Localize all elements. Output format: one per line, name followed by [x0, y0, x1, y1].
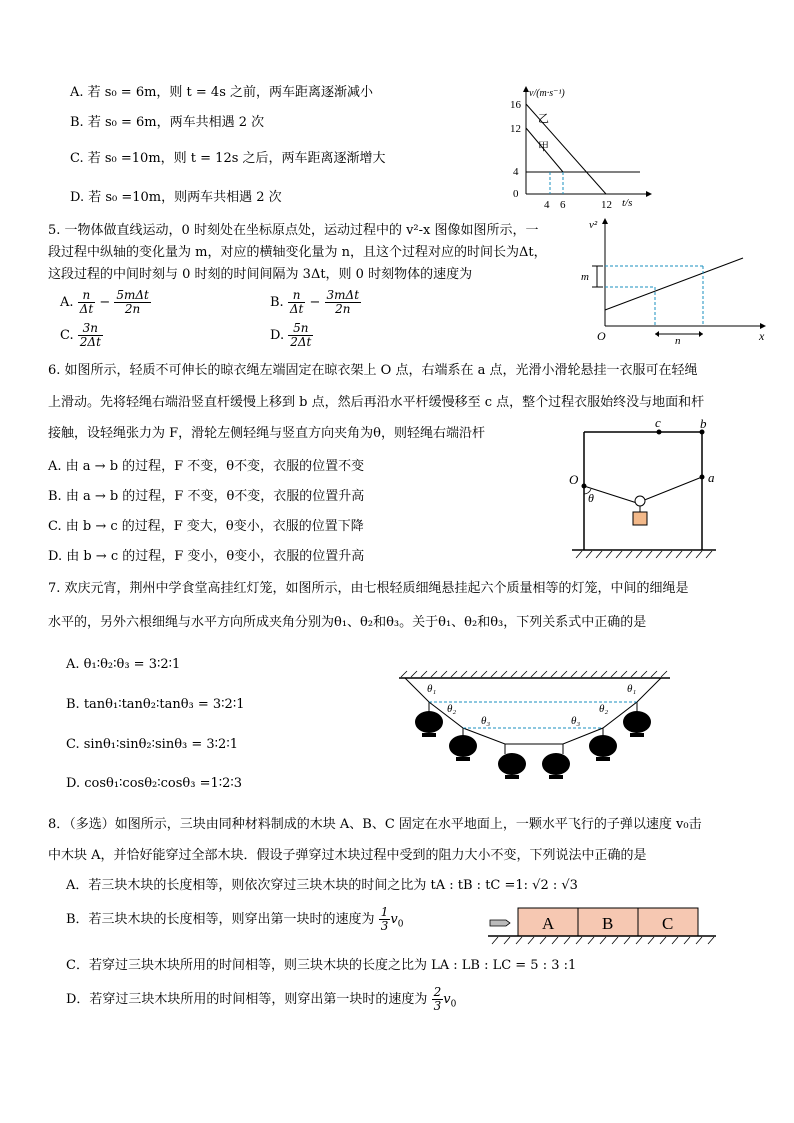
- q8-option-d-frac: $\frac{2}{3}$: [433, 985, 442, 1013]
- q8-block-c: C: [662, 914, 674, 933]
- q4-ytick-12: 12: [510, 123, 521, 135]
- q7-theta3-left: θ₃: [481, 715, 491, 727]
- q8-stem-line1: 8．（多选）如图所示，三块由同种材料制成的木块 A、B、C 固定在水平地面上，一颗水平飞行的子弹以速度 v₀击: [48, 817, 702, 832]
- q6-label-b: b: [700, 416, 707, 431]
- q8-option-b-frac: $\frac{1}{3}$: [380, 905, 389, 933]
- q8-option-d-text: D．若穿过三块木块所用的时间相等，则穿出第一块时的速度为: [66, 992, 428, 1007]
- q4-xtick-6: 6: [560, 199, 566, 211]
- q5-stem-line1: 5. 一物体做直线运动，0 时刻处在坐标原点处，运动过程中的 v²-x 图像如图所示，一: [48, 223, 539, 238]
- q8-option-b: B．若三块木块的长度相等，则穿出第一块时的速度为 $\frac{1}{3}$ $v_0$: [66, 905, 404, 933]
- q5-option-c: [60, 322, 103, 350]
- bullet-icon: [490, 920, 510, 926]
- q5-option-d: [270, 322, 313, 350]
- q6-clothesline-figure: [566, 414, 726, 564]
- q7-theta3-right: θ₃: [571, 715, 581, 727]
- q4-option-d: D. 若 s₀ =10m，则两车共相遇 2 次: [70, 190, 282, 205]
- q5-option-b-frac1: $\frac{n}{\Delta t}$: [289, 288, 304, 316]
- q5-option-b-label: B.: [270, 295, 284, 310]
- q4-ytick-4: 4: [513, 166, 519, 178]
- q5-graph-n: n: [675, 335, 681, 344]
- q7-theta1-left: θ₁: [427, 683, 437, 695]
- lantern-1: [415, 702, 443, 737]
- q5-option-d-frac: $\frac{5n}{2\Delta t}$: [290, 321, 312, 349]
- q5-option-a-label: A.: [60, 295, 74, 310]
- q4-ytick-0: 0: [513, 188, 519, 200]
- q4-label-jia: 甲: [538, 141, 549, 153]
- q5-graph-m: m: [581, 271, 589, 283]
- lantern-2: [449, 728, 477, 761]
- q6-label-o: O: [569, 472, 579, 487]
- lantern-6: [623, 702, 651, 737]
- lantern-3: [498, 744, 526, 779]
- q8-option-a: A．若三块木块的长度相等，则依次穿过三块木块的时间之比为 tA : tB : tC =1: √2 : √3: [66, 878, 578, 893]
- q4-xtick-4: 4: [544, 199, 550, 211]
- q7-theta2-right: θ₂: [599, 703, 609, 715]
- lantern-4: [542, 744, 570, 779]
- q6-option-a: A. 由 a → b 的过程，F 不变，θ不变，衣服的位置不变: [48, 459, 365, 474]
- q8-block-a: A: [542, 914, 555, 933]
- q6-stem-line3: 接触，设轻绳张力为 F，滑轮左侧轻绳与竖直方向夹角为θ，则轻绳右端沿杆: [48, 426, 485, 441]
- q5-graph-ylabel: v²: [589, 219, 598, 231]
- q5-option-c-label: C.: [60, 328, 74, 343]
- q5-v2x-graph: [575, 214, 770, 344]
- q6-stem-line1: 6. 如图所示，轻质不可伸长的晾衣绳左端固定在晾衣架上 O 点，右端系在 a 点，光滑小滑轮悬挂一衣服可在轻绳: [48, 363, 698, 378]
- q6-label-c: c: [655, 415, 661, 430]
- q4-label-yi: 乙: [538, 113, 549, 125]
- q5-option-d-label: D.: [270, 328, 285, 343]
- q7-stem-line1: 7. 欢庆元宵，荆州中学食堂高挂红灯笼，如图所示，由七根轻质细绳悬挂起六个质量相等的灯笼，中间的细绳是: [48, 581, 689, 596]
- q4-option-c: C. 若 s₀ =10m，则 t = 12s 之后，两车距离逐渐增大: [70, 151, 386, 166]
- q5-option-a: A. $\frac{n}{\Delta t}$ − $\frac{\text{5mΔt}}{2n}$: [60, 288, 149, 316]
- q6-label-theta: θ: [588, 491, 594, 505]
- q8-stem-line2: 中木块 A，并恰好能穿过全部木块．假设子弹穿过木块过程中受到的阻力大小不变，下列说法中正确的是: [48, 848, 647, 863]
- q8-block-b: B: [602, 914, 614, 933]
- q4-graph-xlabel: t/s: [622, 197, 633, 209]
- q7-lantern-figure: [397, 668, 672, 780]
- q6-option-d: D. 由 b → c 的过程，F 变小，θ变小，衣服的位置升高: [48, 549, 365, 564]
- lantern-5: [589, 728, 617, 761]
- q8-blocks-figure: [486, 900, 718, 950]
- q5-stem-line2: 段过程中纵轴的变化量为 m，对应的横轴变化量为 n，且这个过程对应的时间长为Δt，: [48, 245, 547, 260]
- q7-theta1-right: θ₁: [627, 683, 637, 695]
- q5-graph-xlabel: x: [759, 329, 765, 343]
- q5-stem-line3: 这段过程的中间时刻与 0 时刻的时间间隔为 3Δt，则 0 时刻物体的速度为: [48, 267, 473, 282]
- q8-option-c: C．若穿过三块木块所用的时间相等，则三块木块的长度之比为 LA : LB : LC = 5 : 3 :1: [66, 958, 577, 973]
- q4-option-a: A. 若 s₀ = 6m，则 t = 4s 之前，两车距离逐渐减小: [70, 85, 374, 100]
- q8-option-d: D．若穿过三块木块所用的时间相等，则穿出第一块时的速度为 $\frac{2}{3}$ $v_0$: [66, 985, 457, 1013]
- q4-option-b: B. 若 s₀ = 6m，两车共相遇 2 次: [70, 115, 265, 130]
- q7-theta2-left: θ₂: [447, 703, 457, 715]
- q5-option-b: B. $\frac{n}{\Delta t}$ − $\frac{\text{3mΔt}}{2n}$: [270, 288, 360, 316]
- q6-label-a: a: [708, 470, 715, 485]
- q8-option-b-text: B．若三块木块的长度相等，则穿出第一块时的速度为: [66, 912, 375, 927]
- q5-option-a-frac1: $\frac{n}{\Delta t}$: [79, 288, 94, 316]
- q7-stem-line2: 水平的，另外六根细绳与水平方向所成夹角分别为θ₁、θ₂和θ₃。关于θ₁、θ₂和θ₃，下列关系式中正确的是: [48, 615, 647, 630]
- q4-vt-graph: [496, 84, 656, 214]
- q5-option-b-frac2: $\frac{\text{3mΔt}}{2n}$: [326, 288, 360, 316]
- q4-xtick-12: 12: [601, 199, 612, 211]
- q4-graph-ylabel: v/(m·s⁻¹): [529, 88, 565, 99]
- q7-option-a: A. θ₁∶θ₂∶θ₃ = 3∶2∶1: [66, 657, 181, 672]
- q7-option-c: C. sinθ₁∶sinθ₂∶sinθ₃ = 3∶2∶1: [66, 737, 238, 752]
- q6-option-c: C. 由 b → c 的过程，F 变大，θ变小，衣服的位置下降: [48, 519, 364, 534]
- q5-option-a-frac2: $\frac{\text{5mΔt}}{2n}$: [116, 288, 149, 316]
- q5-option-c-frac: $\frac{3n}{2\Delta t}$: [79, 321, 101, 349]
- q7-option-b: B. tanθ₁∶tanθ₂∶tanθ₃ = 3∶2∶1: [66, 697, 245, 712]
- q6-option-b: B. 由 a → b 的过程，F 不变，θ不变，衣服的位置升高: [48, 489, 365, 504]
- q7-option-d: D. cosθ₁∶cosθ₂∶cosθ₃ =1∶2∶3: [66, 776, 243, 791]
- q4-ytick-16: 16: [510, 99, 521, 111]
- q5-graph-origin: O: [597, 329, 606, 343]
- q6-stem-line2: 上滑动。先将轻绳右端沿竖直杆缓慢上移到 b 点，然后再沿水平杆缓慢移至 c 点，整个过程衣服始终没与地面和杆: [48, 395, 705, 410]
